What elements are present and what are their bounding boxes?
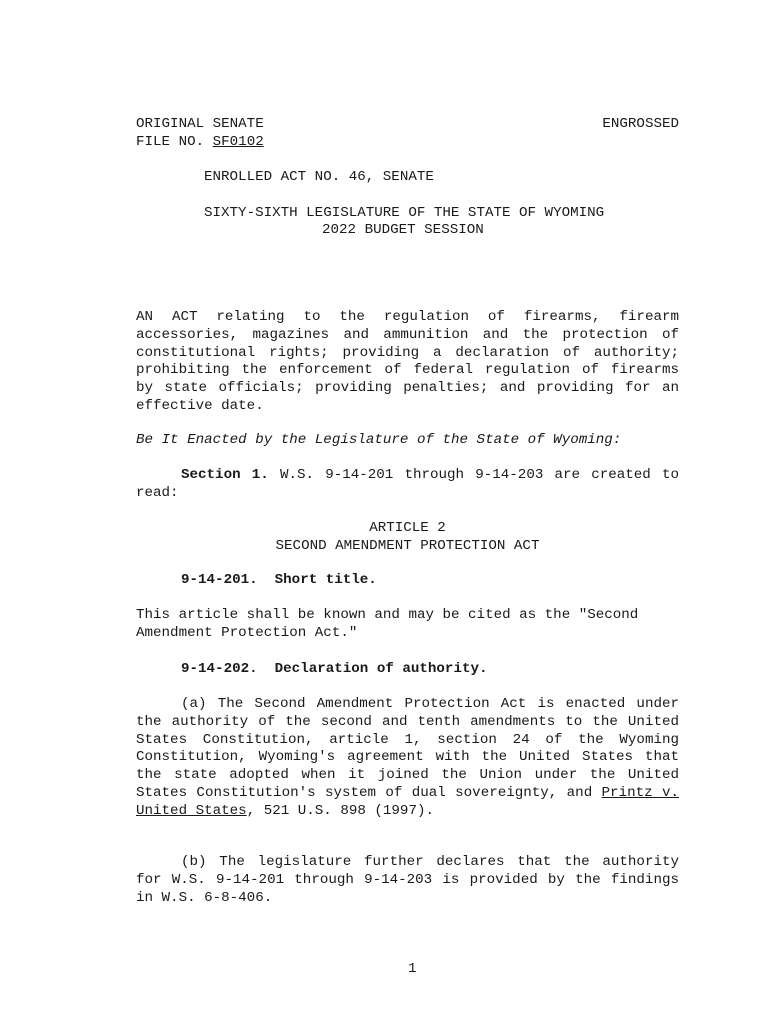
legislature-line: SIXTY-SIXTH LEGISLATURE OF THE STATE OF WYOMING [204,205,605,221]
subsection-a-text: (a) The Second Amendment Protection Act is enacted under the authority of the second and tenth amendments to the United States Constitution, article 1, section 24 of the Wyoming Constitution, Wyoming's agreement with the United States that the state adopted when it joined the Union under the United States Constitution's system of dual sovereignty, and [136,696,679,801]
section-202-subsection-b: (b) The legislature further declares that the authority for W.S. 9-14-201 through 9-14-203 is provided by the findings in W.S. 6-8-406. [136,854,679,906]
section-202-subsection-a [136,696,679,821]
section-1-text: W.S. 9-14-201 through 9-14-203 are created to read: [136,467,680,501]
section-201-text: This article shall be known and may be cited as the "Second Amendment Protection Act." [136,607,639,641]
section-1 [136,467,679,503]
act-title: AN ACT relating to the regulation of firearms, firearm accessories, magazines and ammunition and the protection of constitutional rights; providing a declaration of authority; prohibiting the enforcement of federal regulation of firearms by state officials; providing penalties; and providing for an effective date. [136,309,679,414]
file-no-label: FILE NO. [136,134,205,150]
file-number-line [136,134,264,152]
enacting-clause: Be It Enacted by the Legislature of the State of Wyoming: [136,432,622,448]
section-202-heading: 9-14-202. Declaration of authority. [181,661,488,677]
section-1-label: Section 1. [181,467,269,483]
session-line: 2022 BUDGET SESSION [322,222,484,238]
page-number: 1 [408,961,417,977]
case-citation: Printz v. United States [136,784,679,819]
enrolled-act-line: ENROLLED ACT NO. 46, SENATE [204,169,434,185]
file-number: SF0102 [212,134,264,150]
original-senate-label: ORIGINAL SENATE [136,116,264,132]
article-title: SECOND AMENDMENT PROTECTION ACT [275,538,540,554]
subsection-a-citation: , 521 U.S. 898 (1997). [246,802,434,819]
engrossed-label: ENGROSSED [602,116,679,132]
article-number: ARTICLE 2 [369,520,446,536]
section-201-heading: 9-14-201. Short title. [181,572,377,588]
